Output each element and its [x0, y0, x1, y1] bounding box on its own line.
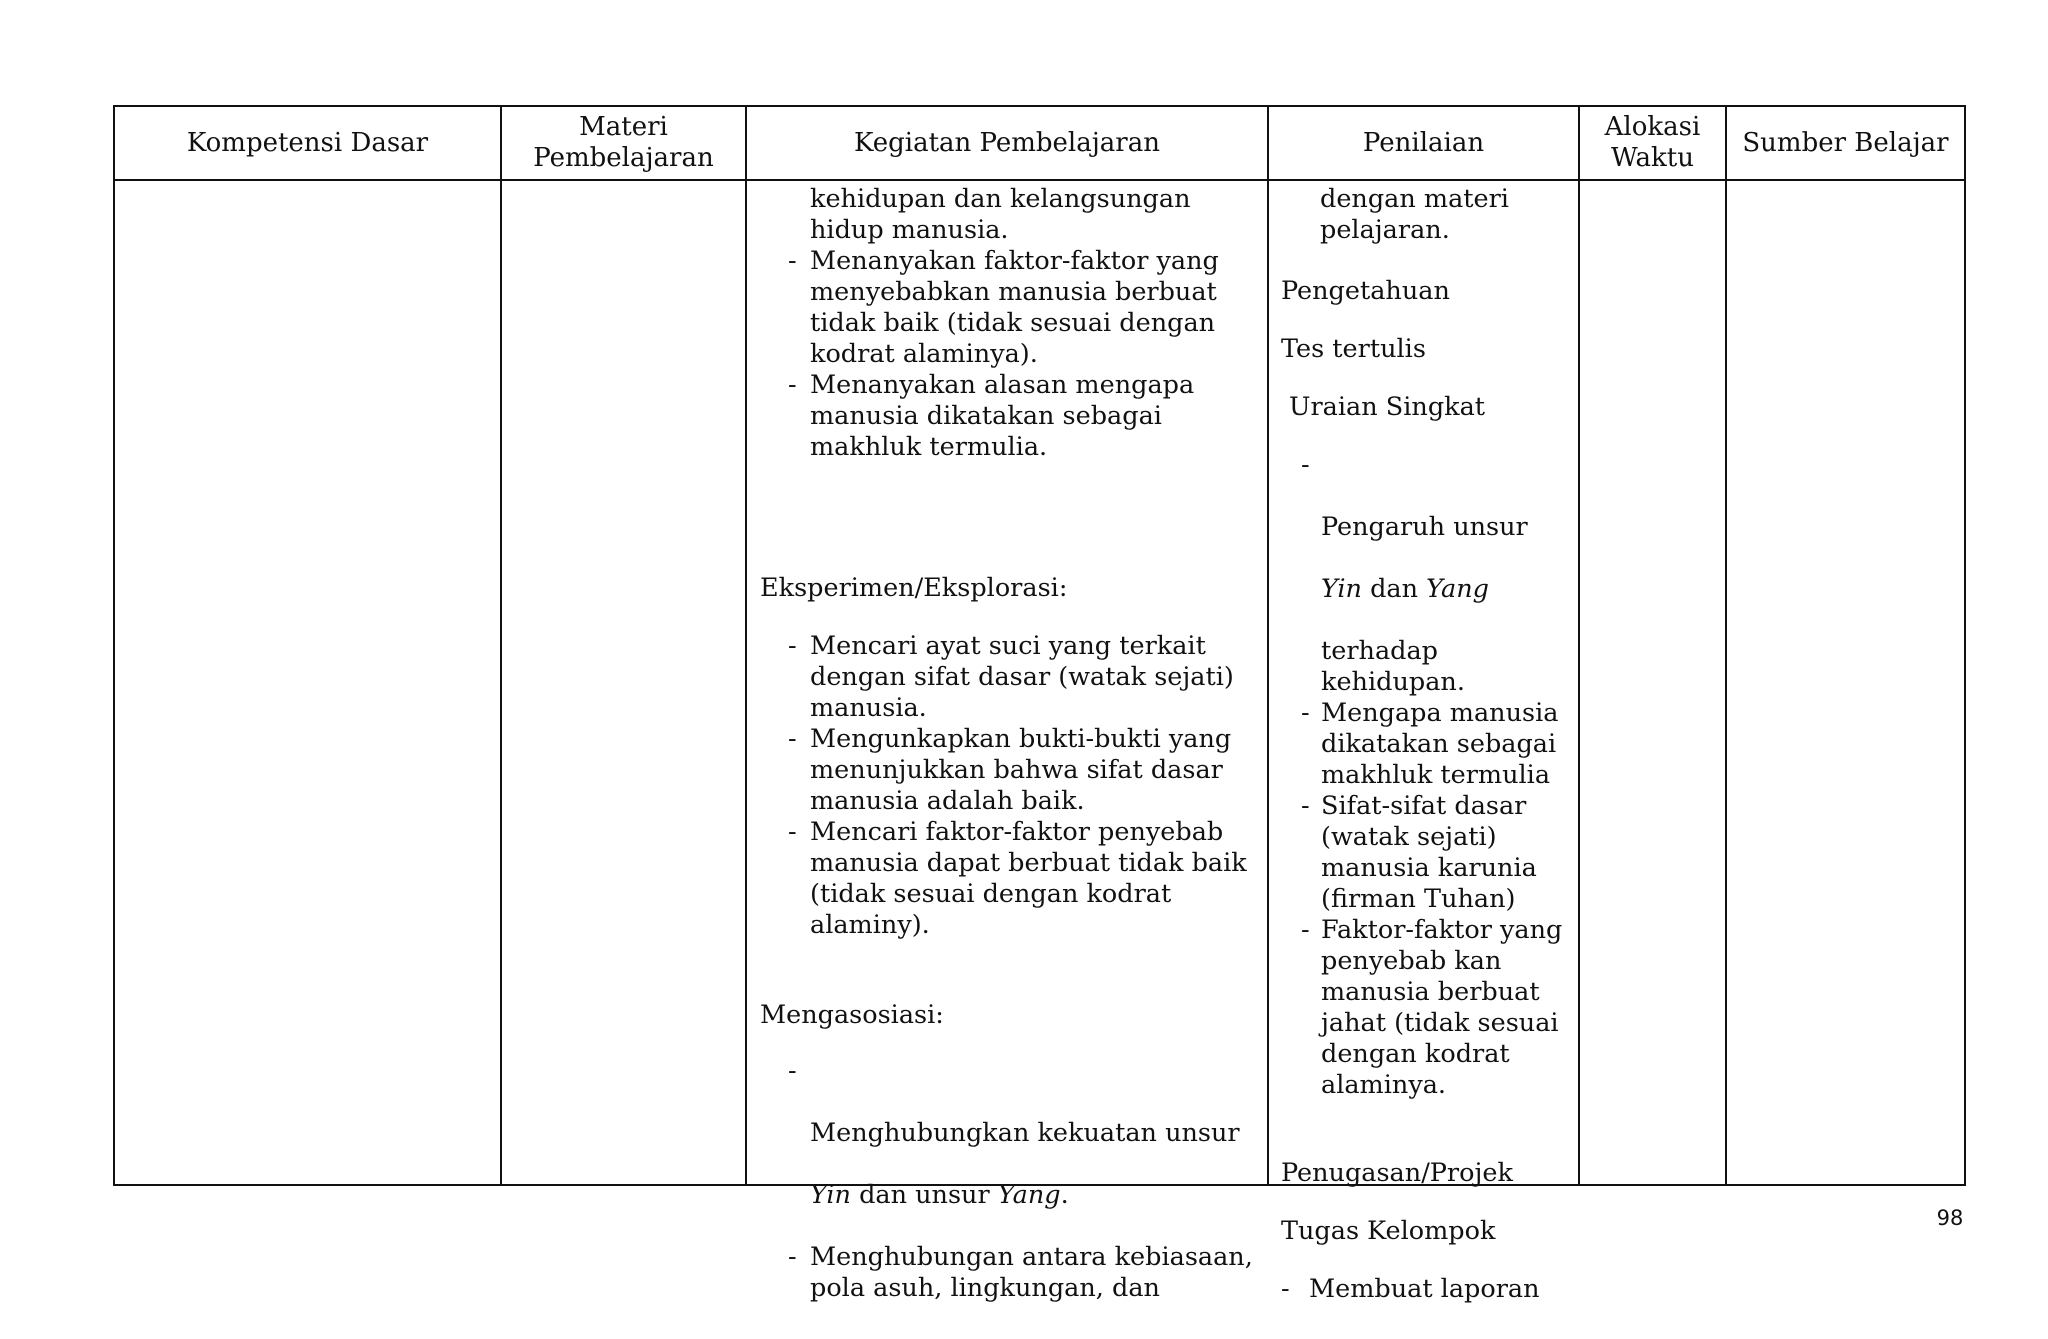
uraian-question-list: [1281, 450, 1578, 1101]
list-item: - Menghubungan antara kebiasaan, pola asuh, lingkungan, dan: [788, 1242, 1253, 1303]
mengasosiasi-heading: Mengasosiasi:: [760, 1000, 944, 1030]
header-kegiatan-pembelajaran: Kegiatan Pembelajaran: [746, 106, 1268, 180]
header-alokasi-waktu: Alokasi Waktu: [1579, 106, 1726, 180]
pengetahuan-label: Pengetahuan: [1281, 276, 1450, 306]
kegiatan-continuation-text: kehidupan dan kelangsungan hidup manusia.: [810, 184, 1191, 245]
mengasosiasi-list: [760, 1056, 1267, 1304]
cell-sumber-belajar: [1726, 180, 1965, 1185]
kegiatan-question-list: [760, 246, 1267, 463]
tugas-kelompok-label: Tugas Kelompok: [1281, 1216, 1496, 1246]
cell-kompetensi-dasar: [114, 180, 501, 1185]
list-item: - Menghubungkan kekuatan unsur Yin dan unsur Yang.: [788, 1056, 1240, 1210]
cell-kegiatan-pembelajaran: [746, 180, 1268, 1303]
cell-alokasi-waktu: [1579, 180, 1726, 1185]
list-item: - Mencari ayat suci yang terkait dengan sifat dasar (watak sejati) manusia.: [788, 631, 1234, 723]
page-number: 98: [1936, 1206, 1964, 1230]
header-kompetensi-dasar: Kompetensi Dasar: [114, 106, 501, 180]
list-item: - Mencari faktor-faktor penyebab manusia dapat berbuat tidak baik (tidak sesuai dengan kodrat alaminy).: [788, 817, 1247, 940]
list-item: - Mengunkapkan bukti-bukti yang menunjukkan bahwa sifat dasar manusia adalah baik.: [788, 724, 1232, 816]
penugasan-projek-label: Penugasan/Projek: [1281, 1158, 1513, 1188]
tes-tertulis-label: Tes tertulis: [1281, 334, 1426, 364]
cell-penilaian: [1268, 180, 1579, 1304]
eksperimen-list: [760, 631, 1267, 941]
tugas-list: [1281, 1274, 1578, 1305]
list-item: - Menanyakan faktor-faktor yang menyebabkan manusia berbuat tidak baik (tidak sesuai dengan kodrat alaminya).: [788, 246, 1219, 369]
list-item: - Menanyakan alasan mengapa manusia dikatakan sebagai makhluk termulia.: [788, 370, 1195, 462]
uraian-singkat-label: Uraian Singkat: [1289, 392, 1486, 422]
cell-materi-pembelajaran: [501, 180, 746, 1185]
list-item: - Membuat laporan: [1281, 1274, 1540, 1304]
eksperimen-heading: Eksperimen/Eksplorasi:: [760, 573, 1068, 603]
list-item: - Pengaruh unsur Yin dan Yang terhadap kehidupan.: [1301, 450, 1528, 697]
header-sumber-belajar: Sumber Belajar: [1726, 106, 1965, 180]
list-item: - Faktor-faktor yang penyebab kan manusia berbuat jahat (tidak sesuai dengan kodrat alaminya.: [1301, 915, 1563, 1100]
table-header-row: [114, 106, 1965, 180]
header-materi-pembelajaran: Materi Pembelajaran: [501, 106, 746, 180]
header-penilaian: Penilaian: [1268, 106, 1579, 180]
table-row: [114, 180, 1965, 1185]
list-item: - Mengapa manusia dikatakan sebagai makhluk termulia: [1301, 698, 1559, 790]
penilaian-continuation-text: dengan materi pelajaran.: [1320, 184, 1509, 245]
list-item: - Sifat-sifat dasar (watak sejati) manusia karunia (firman Tuhan): [1301, 791, 1537, 914]
